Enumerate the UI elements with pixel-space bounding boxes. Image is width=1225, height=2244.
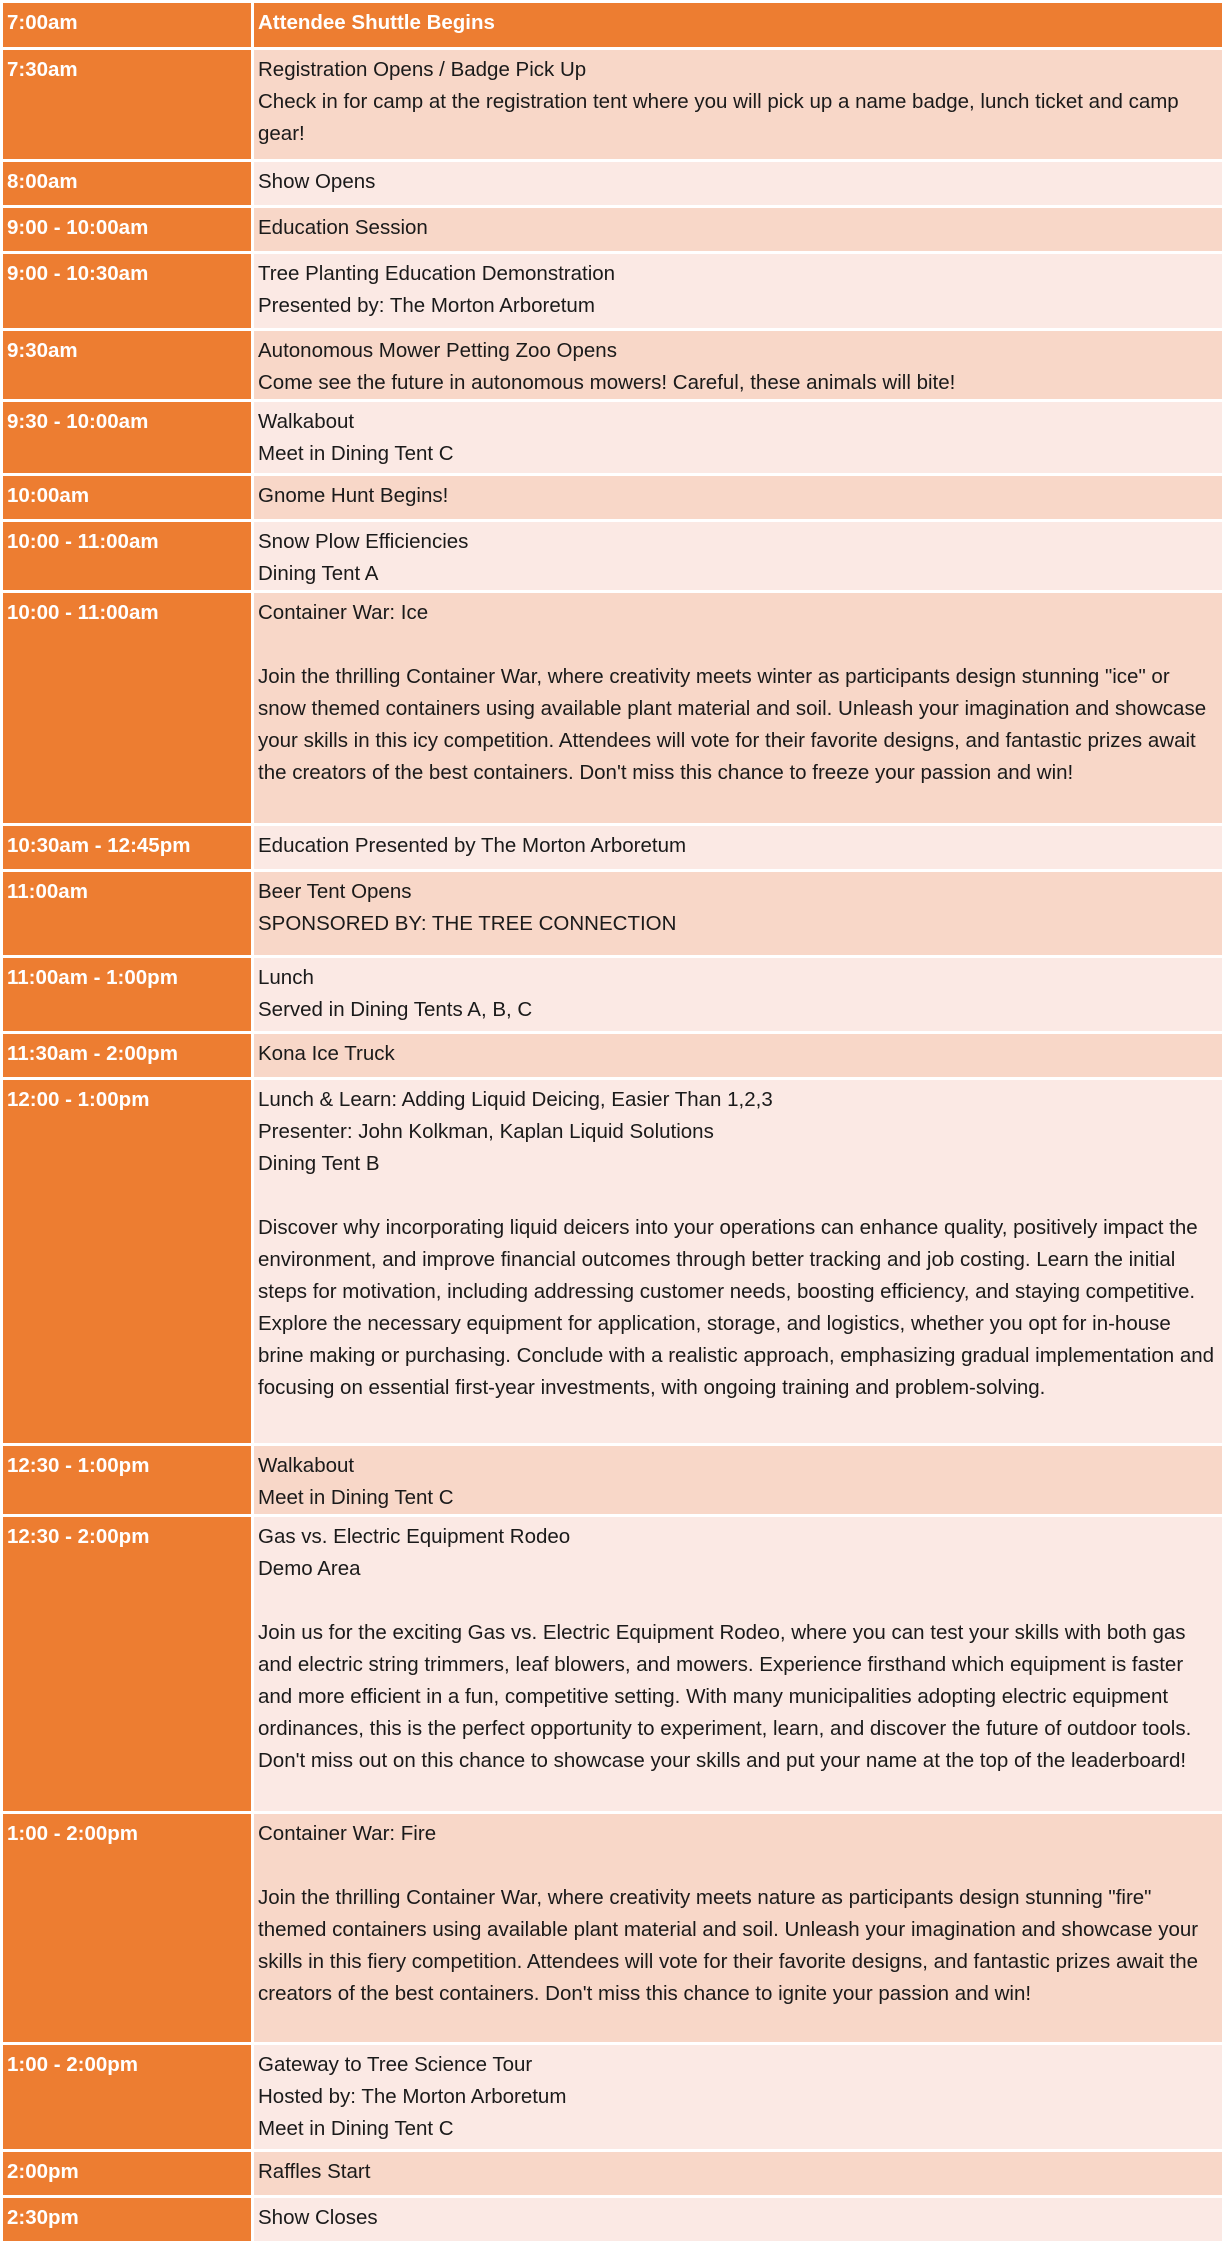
time-cell: 9:30am bbox=[2, 330, 253, 401]
schedule-row-20 bbox=[2, 2197, 1224, 2243]
event-cell: Show Opens bbox=[253, 161, 1224, 207]
schedule-row-4 bbox=[2, 253, 1224, 330]
schedule-row-15 bbox=[2, 1445, 1224, 1516]
time-cell: 9:00 - 10:30am bbox=[2, 253, 253, 330]
time-cell: 11:30am - 2:00pm bbox=[2, 1033, 253, 1079]
schedule-row-6 bbox=[2, 401, 1224, 475]
schedule-row-11 bbox=[2, 871, 1224, 957]
schedule-row-2 bbox=[2, 161, 1224, 207]
time-cell: 12:30 - 2:00pm bbox=[2, 1516, 253, 1813]
time-cell: 7:30am bbox=[2, 49, 253, 161]
time-cell: 2:00pm bbox=[2, 2151, 253, 2197]
schedule-row-19 bbox=[2, 2151, 1224, 2197]
event-cell: Gas vs. Electric Equipment Rodeo Demo Area Join us for the exciting Gas vs. Electric Equipment Rodeo, where you can test your skills with both gas and electric string trimmers, leaf blowers, and mowers. Experience firsthand which equipment is faster and more efficient in a fun, competitive setting. With many municipalities adopting electric equipment ordinances, this is the perfect opportunity to experiment, learn, and discover the future of outdoor tools. Don't miss out on this chance to showcase your skills and put your name at the top of the leaderboard! bbox=[253, 1516, 1224, 1813]
schedule-row-16 bbox=[2, 1516, 1224, 1813]
schedule-body bbox=[2, 2, 1224, 2243]
event-cell: Registration Opens / Badge Pick Up Check in for camp at the registration tent where you will pick up a name badge, lunch ticket and camp gear! bbox=[253, 49, 1224, 161]
time-cell: 10:00 - 11:00am bbox=[2, 521, 253, 592]
schedule-row-10 bbox=[2, 825, 1224, 871]
event-cell: Snow Plow Efficiencies Dining Tent A bbox=[253, 521, 1224, 592]
time-cell: 9:00 - 10:00am bbox=[2, 207, 253, 253]
schedule-row-3 bbox=[2, 207, 1224, 253]
event-cell: Gateway to Tree Science Tour Hosted by: The Morton Arboretum Meet in Dining Tent C bbox=[253, 2044, 1224, 2151]
event-cell: Show Closes bbox=[253, 2197, 1224, 2243]
time-cell: 10:30am - 12:45pm bbox=[2, 825, 253, 871]
event-cell: Lunch & Learn: Adding Liquid Deicing, Easier Than 1,2,3 Presenter: John Kolkman, Kaplan Liquid Solutions Dining Tent B Discover why incorporating liquid deicers into your operations can enhance quality, positively impact the environment, and improve financial outcomes through better tracking and job costing. Learn the initial steps for motivation, including addressing customer needs, boosting efficiency, and staying competitive. Explore the necessary equipment for application, storage, and logistics, whether you opt for in-house brine making or purchasing. Conclude with a realistic approach, emphasizing gradual implementation and focusing on essential first-year investments, with ongoing training and problem-solving. bbox=[253, 1079, 1224, 1445]
schedule-row-1 bbox=[2, 49, 1224, 161]
event-cell: Education Presented by The Morton Arboretum bbox=[253, 825, 1224, 871]
time-cell: 2:30pm bbox=[2, 2197, 253, 2243]
schedule-row-13 bbox=[2, 1033, 1224, 1079]
event-cell: Attendee Shuttle Begins bbox=[253, 2, 1224, 49]
event-cell: Gnome Hunt Begins! bbox=[253, 475, 1224, 521]
event-cell: Education Session bbox=[253, 207, 1224, 253]
time-cell: 11:00am bbox=[2, 871, 253, 957]
time-cell: 12:00 - 1:00pm bbox=[2, 1079, 253, 1445]
schedule-row-0 bbox=[2, 2, 1224, 49]
event-cell: Raffles Start bbox=[253, 2151, 1224, 2197]
time-cell: 1:00 - 2:00pm bbox=[2, 1813, 253, 2044]
event-cell: Container War: Ice Join the thrilling Container War, where creativity meets winter as participants design stunning "ice" or snow themed containers using available plant material and soil. Unleash your imagination and showcase your skills in this icy competition. Attendees will vote for their favorite designs, and fantastic prizes await the creators of the best containers. Don't miss this chance to freeze your passion and win! bbox=[253, 592, 1224, 825]
event-cell: Kona Ice Truck bbox=[253, 1033, 1224, 1079]
schedule-row-9 bbox=[2, 592, 1224, 825]
schedule-row-14 bbox=[2, 1079, 1224, 1445]
event-cell: Tree Planting Education Demonstration Presented by: The Morton Arboretum bbox=[253, 253, 1224, 330]
time-cell: 12:30 - 1:00pm bbox=[2, 1445, 253, 1516]
event-cell: Lunch Served in Dining Tents A, B, C bbox=[253, 957, 1224, 1033]
schedule-row-5 bbox=[2, 330, 1224, 401]
schedule-row-17 bbox=[2, 1813, 1224, 2044]
time-cell: 9:30 - 10:00am bbox=[2, 401, 253, 475]
time-cell: 7:00am bbox=[2, 2, 253, 49]
time-cell: 10:00am bbox=[2, 475, 253, 521]
event-cell: Autonomous Mower Petting Zoo Opens Come see the future in autonomous mowers! Careful, these animals will bite! bbox=[253, 330, 1224, 401]
time-cell: 8:00am bbox=[2, 161, 253, 207]
event-cell: Walkabout Meet in Dining Tent C bbox=[253, 401, 1224, 475]
time-cell: 1:00 - 2:00pm bbox=[2, 2044, 253, 2151]
schedule-row-8 bbox=[2, 521, 1224, 592]
event-cell: Walkabout Meet in Dining Tent C bbox=[253, 1445, 1224, 1516]
schedule-row-7 bbox=[2, 475, 1224, 521]
schedule-row-12 bbox=[2, 957, 1224, 1033]
time-cell: 11:00am - 1:00pm bbox=[2, 957, 253, 1033]
schedule-row-18 bbox=[2, 2044, 1224, 2151]
event-cell: Beer Tent Opens SPONSORED BY: THE TREE CONNECTION bbox=[253, 871, 1224, 957]
event-cell: Container War: Fire Join the thrilling Container War, where creativity meets nature as participants design stunning "fire" themed containers using available plant material and soil. Unleash your imagination and showcase your skills in this fiery competition. Attendees will vote for their favorite designs, and fantastic prizes await the creators of the best containers. Don't miss this chance to ignite your passion and win! bbox=[253, 1813, 1224, 2044]
time-cell: 10:00 - 11:00am bbox=[2, 592, 253, 825]
